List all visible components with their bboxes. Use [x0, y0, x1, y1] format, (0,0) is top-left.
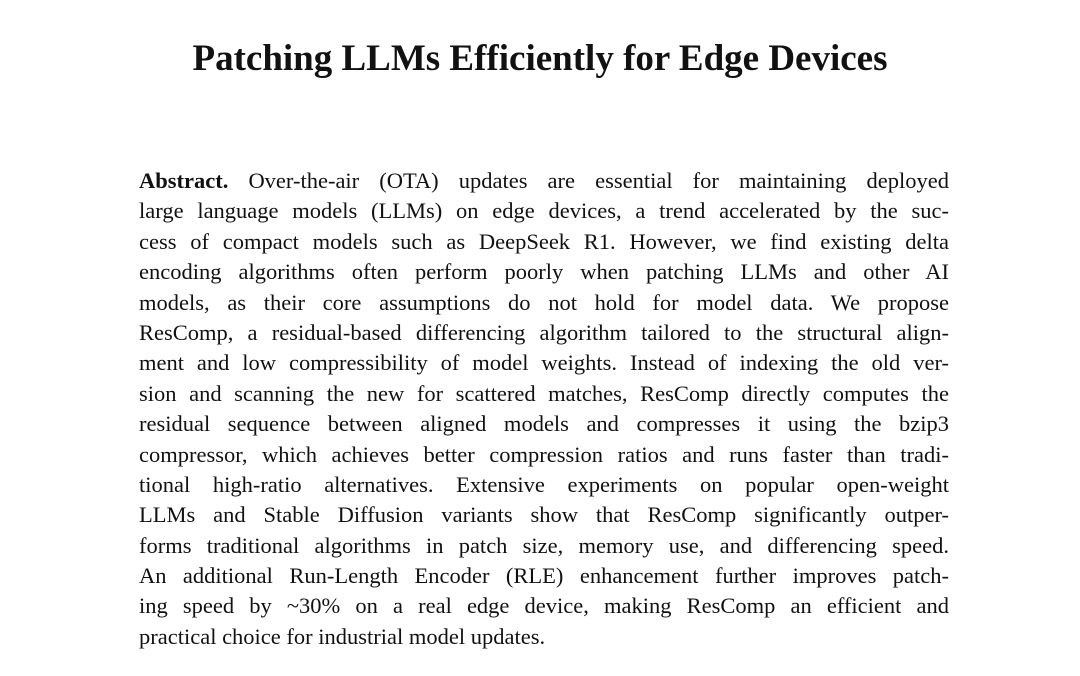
- abstract-line: LLMs and Stable Diffusion variants show that ResComp significantly outper-: [139, 502, 949, 528]
- abstract-line: cess of compact models such as DeepSeek R1. However, we find existing delta: [139, 228, 949, 254]
- abstract-line: ing speed by ~30% on a real edge device, making ResComp an efficient and: [139, 593, 949, 619]
- abstract-line: tional high-ratio alternatives. Extensive experiments on popular open-weight: [139, 471, 949, 497]
- abstract-label: Abstract.: [139, 168, 229, 193]
- abstract-line: encoding algorithms often perform poorly when patching LLMs and other AI: [139, 259, 949, 285]
- abstract-line: practical choice for industrial model updates.: [139, 623, 546, 649]
- abstract-line: [139, 166, 949, 196]
- abstract-line: ment and low compressibility of model weights. Instead of indexing the old ver-: [139, 350, 949, 376]
- abstract-line: An additional Run-Length Encoder (RLE) enhancement further improves patch-: [139, 563, 949, 589]
- abstract-line: ResComp, a residual-based differencing algorithm tailored to the structural align-: [139, 319, 949, 345]
- abstract-line: residual sequence between aligned models and compresses it using the bzip3: [139, 411, 949, 437]
- abstract-line: large language models (LLMs) on edge devices, a trend accelerated by the suc-: [139, 198, 949, 224]
- abstract-line: sion and scanning the new for scattered matches, ResComp directly computes the: [139, 380, 949, 406]
- abstract-line-text: Over-the-air (OTA) updates are essential for maintaining deployed: [248, 168, 949, 193]
- paper-title: Patching LLMs Efficiently for Edge Devices: [192, 38, 888, 79]
- abstract-line: models, as their core assumptions do not hold for model data. We propose: [139, 289, 949, 315]
- abstract: [139, 166, 949, 652]
- abstract-line: forms traditional algorithms in patch size, memory use, and differencing speed.: [139, 532, 949, 558]
- abstract-line: compressor, which achieves better compression ratios and runs faster than tradi-: [139, 441, 949, 467]
